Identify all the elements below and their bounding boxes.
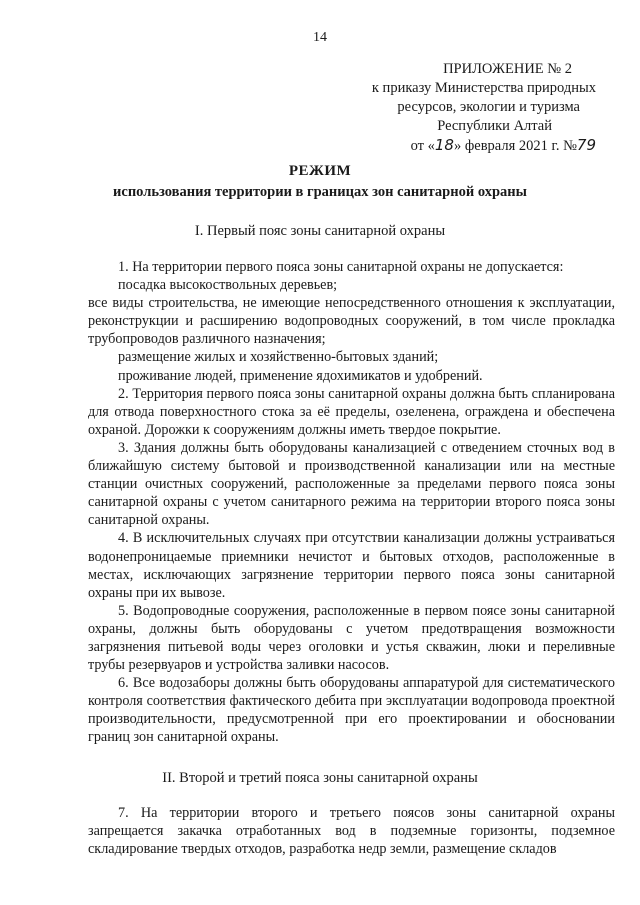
- appendix-title: ПРИЛОЖЕНИЕ № 2: [443, 61, 572, 77]
- paragraph: 6. Все водозаборы должны быть оборудованы аппаратурой для систематического контроля соответствия фактического дебита при эксплуатации водопровода проектной производительности, предусмотренной при его проектировании и обосновании границ зон санитарной охраны.: [88, 675, 615, 746]
- appendix-block: [296, 60, 596, 156]
- page-number: 14: [313, 30, 327, 45]
- date-middle: » февраля 2021 г. №: [453, 138, 577, 154]
- appendix-republic-line: Республики Алтай: [437, 118, 552, 134]
- paragraph: 5. Водопроводные сооружения, расположенные в первом поясе зоны санитарной охраны, должны быть оборудованы с учетом предотвращения возможности загрязнения питьевой воды через оголовки и устья скважин, люки и переливные трубы резервуаров и устройства заливки насосов.: [88, 602, 615, 674]
- paragraph: 7. На территории второго и третьего поясов зоны санитарной охраны запрещается закачка отработанных вод в подземные горизонты, подземное складирование твердых отходов, разработка недр земли, размещение складов: [88, 805, 615, 858]
- paragraph: проживание людей, применение ядохимикатов и удобрений.: [118, 367, 483, 384]
- date-prefix: от «: [410, 138, 435, 154]
- document-title: РЕЖИМ: [288, 163, 352, 179]
- paragraph: посадка высокоствольных деревьев;: [118, 277, 338, 294]
- paragraph: 1. На территории первого пояса зоны санитарной охраны не допускается:: [118, 259, 564, 275]
- handwritten-day: 18: [434, 136, 454, 154]
- appendix-ministry-line: ресурсов, экологии и туризма: [397, 99, 580, 115]
- section-2-body: [88, 804, 615, 858]
- appendix-date-line: [296, 136, 596, 156]
- paragraph: 4. В исключительных случаях при отсутствии канализации должны устраиваться водонепроницаемые приемники нечистот и бытовых отходов, расположенные в местах, исключающих загрязнение территории первого пояса зоны санитарной охраны при их вывозе.: [88, 530, 615, 601]
- appendix-order-line: к приказу Министерства природных: [371, 80, 596, 96]
- document-subtitle: использования территории в границах зон санитарной охраны: [113, 184, 527, 200]
- paragraph: все виды строительства, не имеющие непосредственного отношения к эксплуатации, реконструкции и расширению водопроводных сооружений, в том числе прокладка трубопроводов различного назначения;: [88, 295, 615, 348]
- paragraph: размещение жилых и хозяйственно-бытовых зданий;: [118, 349, 439, 366]
- paragraph: 2. Территория первого пояса зоны санитарной охраны должна быть спланирована для отвода поверхностного стока за её пределы, озеленена, ограждена и обеспечена охраной. Дорожки к сооружениям должны иметь твердое покрытие.: [88, 385, 615, 438]
- section-2-heading: II. Второй и третий пояса зоны санитарной охраны: [162, 770, 478, 786]
- paragraph: 3. Здания должны быть оборудованы канализацией с отведением сточных вод в ближайшую систему бытовой и производственной канализации или на местные станции очистных сооружений, расположенные за пределами первого пояса зоны санитарной охраны с учетом санитарного режима на территории второго пояса зоны санитарной охраны.: [88, 439, 615, 529]
- section-1-heading: I. Первый пояс зоны санитарной охраны: [194, 223, 446, 239]
- section-1-body: [88, 258, 615, 747]
- handwritten-order-number: 79: [576, 136, 596, 154]
